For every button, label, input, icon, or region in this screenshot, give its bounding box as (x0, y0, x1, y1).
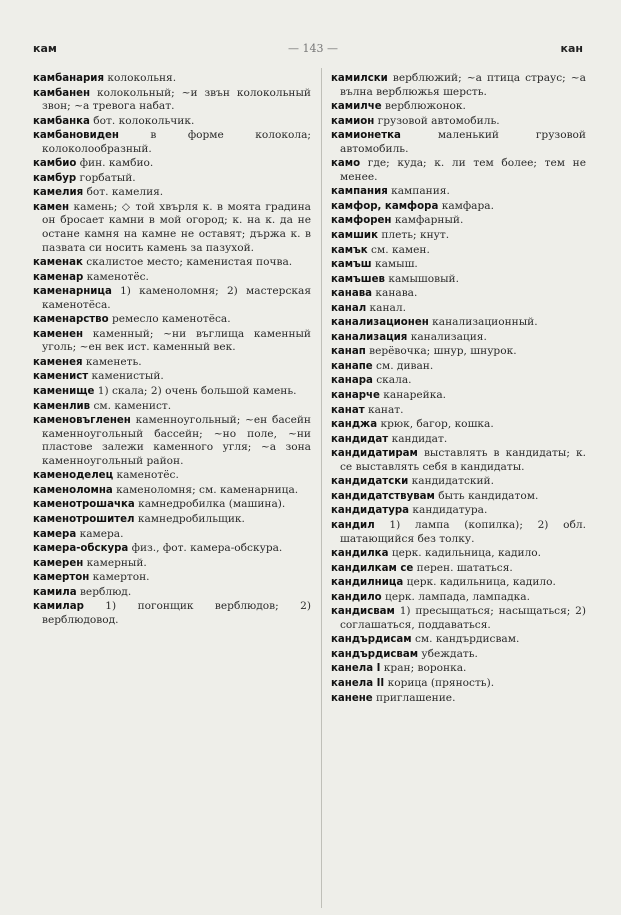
dictionary-entry (331, 677, 586, 691)
dictionary-entry (33, 328, 311, 355)
definition: см. каменист. (90, 399, 172, 412)
dictionary-entry (331, 519, 586, 546)
headword: кандърдисам (331, 634, 412, 646)
headword: каменак (33, 257, 83, 269)
dictionary-entry (331, 648, 586, 662)
dictionary-entry (331, 562, 586, 576)
headword: канара (331, 375, 373, 387)
definition: кандидатура. (409, 504, 488, 517)
headword: кандидатура (331, 505, 410, 517)
dictionary-entry (33, 400, 311, 414)
definition: канава. (372, 287, 418, 300)
definition: каменеть. (82, 355, 142, 368)
dictionary-entry (331, 115, 586, 129)
definition: бот. колокольчик. (89, 114, 195, 127)
headword: камбанен (33, 87, 91, 99)
definition: камыш. (371, 258, 418, 271)
definition: верблюжонок. (381, 100, 466, 113)
definition: плеть; кнут. (378, 229, 450, 242)
headword: каменовъгленен (33, 415, 131, 427)
definition: см. кандърдисвам. (411, 633, 520, 646)
headword: кандидатски (331, 476, 409, 488)
dictionary-entry (331, 129, 586, 156)
headword: канал (331, 302, 367, 314)
definition: камертон. (89, 571, 150, 584)
definition: перен. шататься. (413, 561, 513, 574)
dictionary-entry (331, 389, 586, 403)
headword: каменотрошител (33, 513, 135, 525)
headword: кандилкам се (331, 562, 414, 574)
headword: камера-обскура (33, 543, 129, 555)
dictionary-entry (33, 542, 311, 556)
right-column (331, 72, 586, 706)
definition: кампания. (387, 185, 450, 198)
dictionary-entry (331, 576, 586, 590)
definition: убеждать. (418, 647, 478, 660)
headword: кандило (331, 591, 382, 603)
definition: канат. (364, 403, 404, 416)
headword: камбановиден (33, 130, 119, 142)
header-left-guide-word: кам (33, 42, 57, 55)
definition: кандидат. (388, 432, 448, 445)
definition: кандидатский. (408, 475, 494, 488)
headword: камшик (331, 230, 378, 242)
dictionary-entry (33, 557, 311, 571)
definition: скала. (372, 374, 412, 387)
definition: скалистое место; каменистая почва. (82, 256, 293, 269)
headword: канджа (331, 419, 378, 431)
headword: каменище (33, 386, 95, 398)
dictionary-entry (331, 374, 586, 388)
definition: горбатый. (76, 171, 136, 184)
headword: кандилка (331, 548, 389, 560)
dictionary-entry (331, 605, 586, 632)
headword: камен (33, 201, 70, 213)
headword: камфор, камфора (331, 200, 439, 212)
headword: камертон (33, 572, 90, 584)
headword: каменист (33, 371, 89, 383)
dictionary-entry (33, 469, 311, 483)
definition: канал. (366, 301, 406, 314)
headword: кандисвам (331, 606, 395, 618)
dictionary-entry (331, 360, 586, 374)
definition: канализация. (407, 330, 487, 343)
headword: кандилница (331, 577, 404, 589)
definition: 1) скала; 2) очень большой камень. (94, 385, 297, 398)
headword: каменарница (33, 286, 112, 298)
headword: камелия (33, 187, 84, 199)
dictionary-entry (33, 385, 311, 399)
headword: камера (33, 528, 77, 540)
definition: в форме колокола; колоколообразный. (42, 129, 311, 155)
headword: канава (331, 288, 373, 300)
dictionary-entry (331, 100, 586, 114)
dictionary-entry (331, 331, 586, 345)
definition: канарейка. (379, 389, 447, 402)
definition: каменноугольный; ~ен басейн каменноугольный бассейн; ~но поле, ~ни пластове залежи каменного угля; ~а зона каменноугольный район. (42, 414, 311, 467)
definition: камерный. (83, 556, 147, 569)
definition: выставлять в кандидаты; к. се выставлять себя в кандидаты. (340, 447, 586, 473)
headword: камбанария (33, 73, 104, 84)
headword: канализационен (331, 317, 429, 329)
headword: камила (33, 586, 77, 598)
dictionary-entry (331, 591, 586, 605)
definition: каменоломня; см. каменарница. (112, 483, 299, 496)
definition: каменный; ~ни въглища каменный уголь; ~ен век ист. каменный век. (42, 327, 311, 354)
dictionary-entry (33, 498, 311, 512)
dictionary-entry (331, 633, 586, 647)
headword: каменарство (33, 314, 109, 326)
definition: камнедробилка (машина). (134, 498, 286, 511)
headword: камилски (331, 73, 388, 84)
headword: камбур (33, 172, 77, 184)
definition: 1) погонщик верблюдов; 2) верблюдовод. (42, 600, 311, 626)
dictionary-entry (331, 433, 586, 447)
dictionary-entry (331, 490, 586, 504)
dictionary-entry (331, 662, 586, 676)
definition: колокольня. (104, 72, 177, 84)
headword: канарче (331, 390, 380, 402)
headword: кандил (331, 519, 375, 531)
definition: бот. камелия. (83, 186, 164, 199)
definition: где; куда; к. ли тем более; тем не менее. (340, 157, 586, 183)
dictionary-entry (33, 586, 311, 600)
headword: камък (331, 244, 368, 256)
left-column (33, 72, 311, 628)
column-divider (321, 68, 322, 908)
headword: камерен (33, 557, 84, 569)
dictionary-entry (33, 600, 311, 627)
dictionary-entry (33, 370, 311, 384)
headword: кандидатствувам (331, 490, 435, 502)
definition: церк. кадильница, кадило. (403, 576, 556, 589)
dictionary-entry (33, 201, 311, 255)
definition: верблюд. (76, 585, 132, 598)
headword: канапе (331, 360, 373, 372)
headword: канела II (331, 677, 385, 689)
header-right-guide-word: кан (560, 42, 583, 55)
headword: каменлив (33, 400, 91, 412)
definition: каменотёс. (83, 270, 149, 283)
headword: каменен (33, 328, 84, 340)
dictionary-entry (331, 302, 586, 316)
definition: 1) каменоломня; 2) мастерская каменотёса. (42, 285, 311, 311)
dictionary-entry (331, 404, 586, 418)
dictionary-entry (331, 72, 586, 99)
headword: канап (331, 346, 366, 358)
headword: камилче (331, 101, 382, 113)
headword: каменоделец (33, 470, 114, 482)
definition: 1) лампа (копилка); 2) обл. шатающийся без толку. (340, 518, 586, 545)
headword: каменоломна (33, 484, 113, 496)
definition: грузовой автомобиль. (374, 114, 500, 127)
definition: кран; воронка. (380, 662, 467, 675)
headword: канене (331, 692, 373, 704)
dictionary-entry (33, 87, 311, 114)
definition: см. диван. (372, 359, 434, 372)
headword: кандидатирам (331, 448, 418, 460)
dictionary-entry (331, 157, 586, 184)
dictionary-entry (331, 345, 586, 359)
headword: канат (331, 404, 365, 416)
definition: камфарный. (391, 214, 464, 227)
definition: верблюжий; ~а птица страус; ~а вълна верблюжья шерсть. (340, 72, 586, 98)
dictionary-entry (331, 244, 586, 258)
headword: камбанка (33, 115, 90, 127)
headword: кандърдисвам (331, 648, 419, 660)
definition: быть кандидатом. (434, 489, 539, 502)
dictionary-entry (33, 513, 311, 527)
dictionary-entry (33, 271, 311, 285)
dictionary-entry (33, 172, 311, 186)
page-number: — 143 — (288, 42, 338, 55)
headword: канализация (331, 331, 408, 343)
dictionary-entry (33, 115, 311, 129)
definition: церк. лампада, лампадка. (381, 590, 530, 603)
headword: кампания (331, 186, 388, 198)
dictionary-entry (33, 72, 311, 86)
definition: крюк, багор, кошка. (377, 418, 494, 431)
definition: камень; ◇ той хвърля к. в моята градина он бросает камни в мой огород; к. на к. да не остане камня на камне не оставят; държа к. в пазвата си носить камень за пазухой. (42, 200, 311, 254)
headword: камион (331, 115, 375, 127)
headword: камъш (331, 259, 372, 271)
dictionary-entry (331, 692, 586, 706)
headword: камъшев (331, 273, 385, 285)
definition: камышовый. (384, 272, 459, 285)
definition: церк. кадильница, кадило. (388, 547, 542, 560)
headword: канела I (331, 663, 381, 675)
definition: физ., фот. камера-обскура. (128, 542, 283, 555)
dictionary-entry (33, 571, 311, 585)
page-header (0, 42, 621, 60)
definition: маленький грузовой автомобиль. (340, 129, 586, 155)
definition: корица (пряность). (384, 676, 495, 689)
definition: колокольный; ~и звън колокольный звон; ~а тревога набат. (42, 86, 311, 113)
dictionary-entry (331, 273, 586, 287)
dictionary-entry (331, 200, 586, 214)
dictionary-entry (331, 229, 586, 243)
dictionary-entry (33, 313, 311, 327)
dictionary-entry (331, 447, 586, 474)
headword: камо (331, 158, 361, 170)
dictionary-entry (331, 287, 586, 301)
dictionary-entry (33, 356, 311, 370)
definition: камнедробильщик. (134, 512, 245, 525)
definition: приглашение. (372, 691, 456, 704)
dictionary-entry (331, 316, 586, 330)
headword: каменар (33, 271, 84, 283)
definition: верёвочка; шнур, шнурок. (365, 345, 517, 358)
definition: 1) пресыщаться; насыщаться; 2) соглашаться, поддаваться. (340, 605, 586, 631)
dictionary-entry (33, 484, 311, 498)
definition: ремесло каменотёса. (108, 313, 231, 326)
dictionary-entry (33, 129, 311, 156)
headword: камионетка (331, 130, 401, 142)
dictionary-entry (331, 418, 586, 432)
headword: каменея (33, 356, 83, 368)
dictionary-entry (331, 475, 586, 489)
definition: см. камен. (367, 243, 430, 256)
headword: каменотрошачка (33, 499, 135, 511)
dictionary-entry (33, 157, 311, 171)
headword: камбио (33, 158, 77, 170)
dictionary-entry (331, 214, 586, 228)
dictionary-entry (331, 185, 586, 199)
dictionary-entry (331, 504, 586, 518)
dictionary-entry (33, 256, 311, 270)
dictionary-entry (33, 186, 311, 200)
dictionary-entry (33, 285, 311, 312)
definition: камера. (76, 527, 124, 540)
dictionary-entry (33, 414, 311, 468)
headword: камилар (33, 601, 84, 613)
dictionary-entry (33, 528, 311, 542)
definition: фин. камбио. (76, 157, 154, 170)
headword: камфорен (331, 215, 392, 227)
headword: кандидат (331, 433, 389, 445)
definition: каменотёс. (113, 469, 179, 482)
dictionary-entry (331, 258, 586, 272)
definition: каменистый. (88, 370, 164, 383)
dictionary-entry (331, 547, 586, 561)
definition: канализационный. (428, 316, 538, 329)
definition: камфара. (438, 199, 494, 212)
